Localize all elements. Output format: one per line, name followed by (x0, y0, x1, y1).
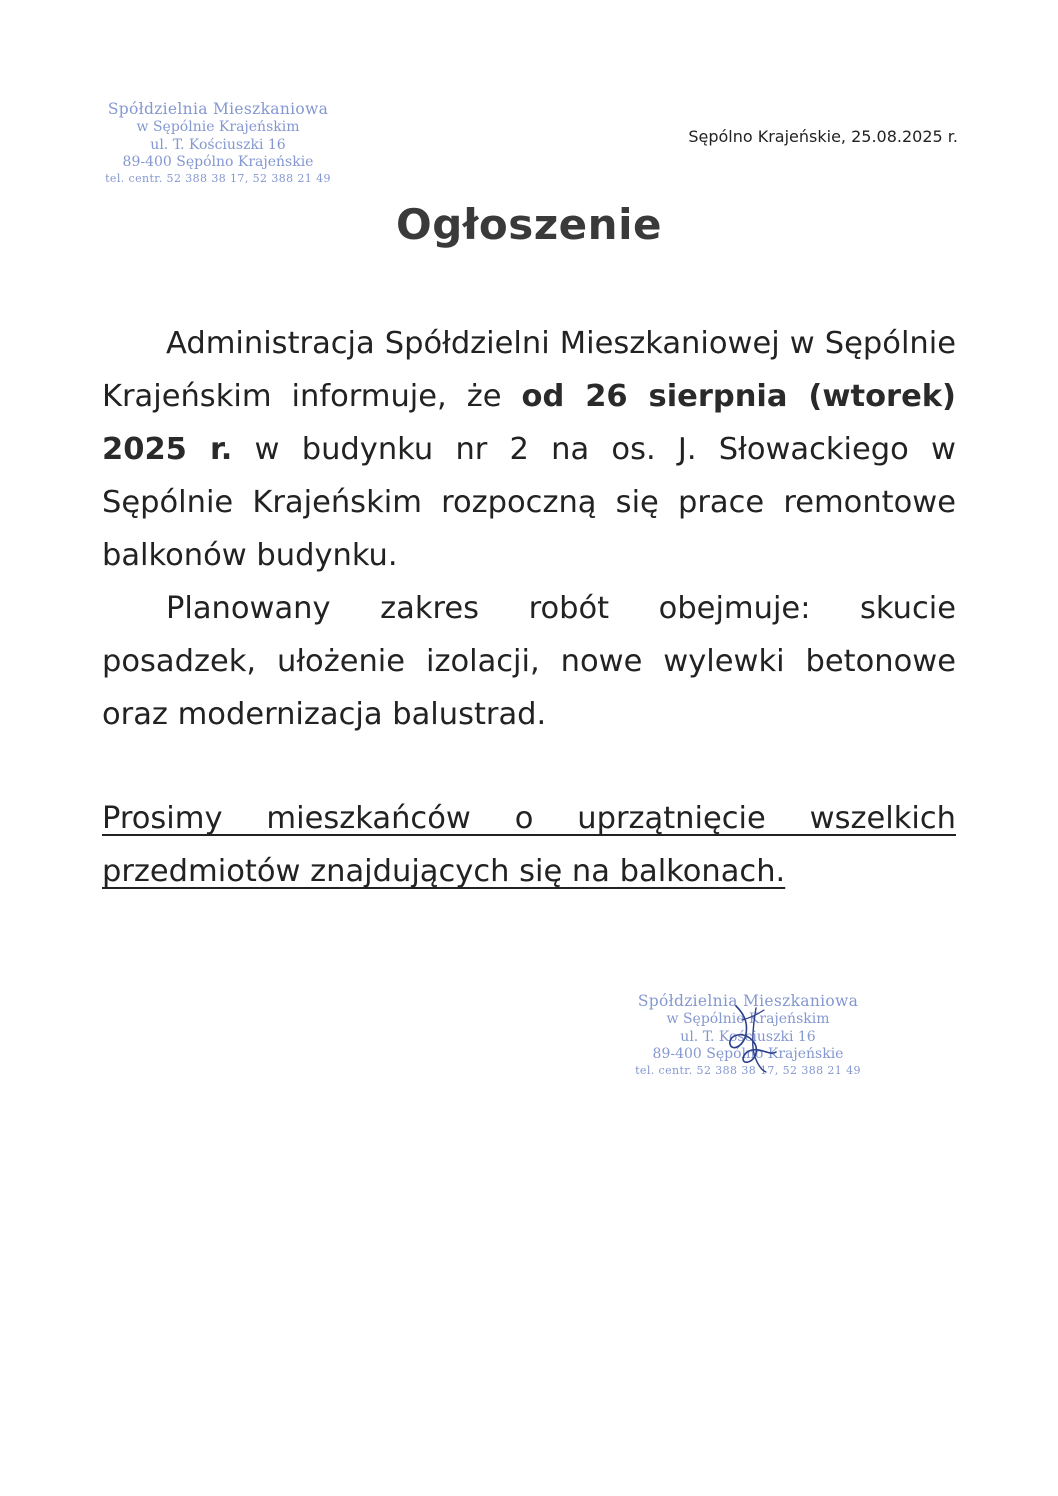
stamp-line-name: Spółdzielnia Mieszkaniowa (637, 992, 859, 1010)
announcement-body (102, 317, 956, 898)
announcement-paragraph-1 (102, 317, 956, 582)
organization-stamp-top (98, 100, 338, 186)
page-title: Ogłoszenie (396, 200, 662, 249)
residents-request-notice: Prosimy mieszkańców o uprzątnięcie wszelkich przedmiotów znajdujących się na balkonach. (102, 801, 956, 889)
stamp-line-name: Spółdzielnia Mieszkaniowa (107, 100, 329, 118)
stamp-line-location: w Sępólnie Krajeńskim (136, 119, 300, 136)
place-and-date: Sępólno Krajeńskie, 25.08.2025 r. (688, 127, 958, 146)
stamp-line-location: w Sępólnie Krajeńskim (666, 1011, 830, 1028)
stamp-line-street: ul. T. Kościuszki 16 (150, 136, 286, 153)
stamp-line-street: ul. T. Kościuszki 16 (680, 1028, 816, 1045)
paragraph-1-text-start: Administracja Spółdzielni Mieszkaniowej w Sępólnie Krajeńskim informuje, że (102, 326, 956, 414)
stamp-line-phone: tel. centr. 52 388 38 17, 52 388 21 49 (105, 171, 331, 185)
start-date-highlight: od 26 sierpnia (wtorek) 2025 r. (102, 379, 956, 467)
stamp-line-postal: 89-400 Sępólno Krajeńskie (122, 154, 314, 171)
paragraph-1-text-end: w budynku nr 2 na os. J. Słowackiego w Sępólnie Krajeńskim rozpoczną się prace remontowe balkonów budynku. (102, 432, 956, 573)
announcement-paragraph-2: Planowany zakres robót obejmuje: skucie posadzek, ułożenie izolacji, nowe wylewki betonowe oraz modernizacja balustrad. (102, 591, 956, 732)
stamp-line-postal: 89-400 Sępólno Krajeńskie (652, 1046, 844, 1063)
stamp-line-phone: tel. centr. 52 388 38 17, 52 388 21 49 (635, 1063, 861, 1077)
handwritten-signature (722, 1000, 782, 1078)
